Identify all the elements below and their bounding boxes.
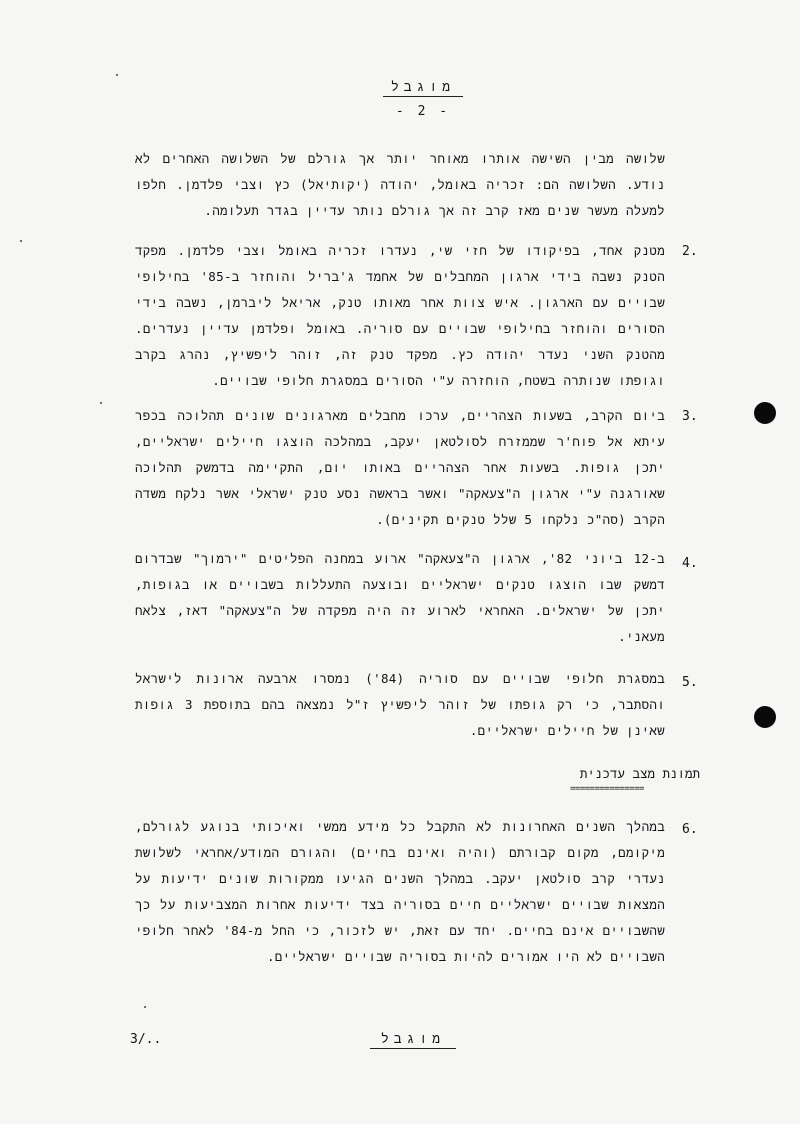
paragraph-number: 5. xyxy=(682,675,698,690)
paragraph-number: 6. xyxy=(682,822,698,837)
paragraph-6: במהלך השנים האחרונות לא התקבל כל מידע ממשי ואיכותי בנוגע לגורלם, מיקומם, מקום קבורתם (והיה ואינם בחיים) והגורם המודע/אחראי לשלושת נעדרי קרב סולטאן יעקב. במהלך השנים הגיעו ממקורות שונים ידיעות על המצאות שבויים ישראליים חיים בסוריה בצד ידיעות אחרות המצביעות על כך שהשבויים אינם בחיים. יחד עם זאת, יש לזכור, כי החל מ-84' לאחר חלופי השבויים לא היו אמורים להיות בסוריה שבויים ישראליים. xyxy=(135,819,665,964)
scan-speck xyxy=(20,240,22,242)
continuation-marker: 3/.. xyxy=(130,1032,162,1047)
paragraph-3: ביום הקרב, בשעות הצהריים, ערכו מחבלים מארגונים שונים תהלוכה בכפר עיתא אל פוח'ר שממזרח לסולטאן יעקב, במהלכה הוצגו חיילים ישראליים, יתכן גופות. בשעות אחר הצהריים באותו יום, התקיימה בדמשק תהלוכה שאורגנה ע"י ארגון ה"צעאקה" ואשר בראשה נסע טנק ישראלי אשר נלקח משדה הקרב (סה"כ נלקחו 5 שלל טנקים תקינים). xyxy=(135,408,665,527)
section-subheading: תמונת מצב עדכנית xyxy=(579,766,700,781)
page-number: - 2 - xyxy=(395,104,451,119)
paragraph-number: 2. xyxy=(682,244,698,259)
classification-header: מוגבל xyxy=(383,80,463,97)
paragraph-number: 4. xyxy=(682,556,698,571)
intro-paragraph: שלושה מבין השישה אותרו מאוחר יותר אך גורלם של השלושה האחרים לא נודע. השלושה הם: זכריה באומל, יהודה (יקותיאל) כץ וצבי פלדמן. חלפו למעלה מעשר שנים מאז קרב זה אך גורלם נותר עדיין בגדר תעלומה. xyxy=(135,151,665,218)
scan-speck xyxy=(116,74,118,76)
paragraph-2: מטנק אחד, בפיקודו של חזי שי, נעדרו זכריה באומל וצבי פלדמן. מפקד הטנק נשבה בידי ארגון המחבלים של אחמד ג'בריל והוחזר ב-85' בחילופי שבויים עם הארגון. איש צוות אחר מאותו טנק, אריאל ליברמן, נשבה בידי הסורים והוחזר בחילופי שבויים עם סוריה. באומל ופלדמן עדיין נעדרים. מהטנק השני נעדר יהודה כץ. מפקד טנק זה, זוהר ליפשיץ, נהרג בקרב וגופתו שנותרה בשטח, הוחזרה ע"י הסורים במסגרת חלופי שבויים. xyxy=(135,243,665,388)
punch-hole xyxy=(754,706,776,728)
paragraph-number: 3. xyxy=(682,409,698,424)
subheading-underline: =============== xyxy=(570,784,644,794)
scan-speck xyxy=(100,402,102,404)
scan-speck xyxy=(144,1006,146,1008)
paragraph-5: במסגרת חלופי שבויים עם סוריה (84') נמסרו ארבעה ארונות לישראל והסתבר, כי רק גופתו של זוהר ליפשיץ ז"ל נמצאה בהם בתוספת 3 גופות שאינן של חיילים ישראליים. xyxy=(135,671,665,738)
paragraph-4: ב-12 ביוני 82', ארגון ה"צעאקה" ארוע במחנה הפליטים "ירמוך" שבדרום דמשק שבו הוצגו טנקים ישראליים ובוצעה התעללות בשבויים או בגופות, יתכן של ישראלים. האחראי לארוע זה היה מפקדה של ה"צעאקה" דאז, צלאח מעאני. xyxy=(135,551,665,644)
classification-footer: מוגבל xyxy=(370,1032,456,1049)
punch-hole xyxy=(754,402,776,424)
